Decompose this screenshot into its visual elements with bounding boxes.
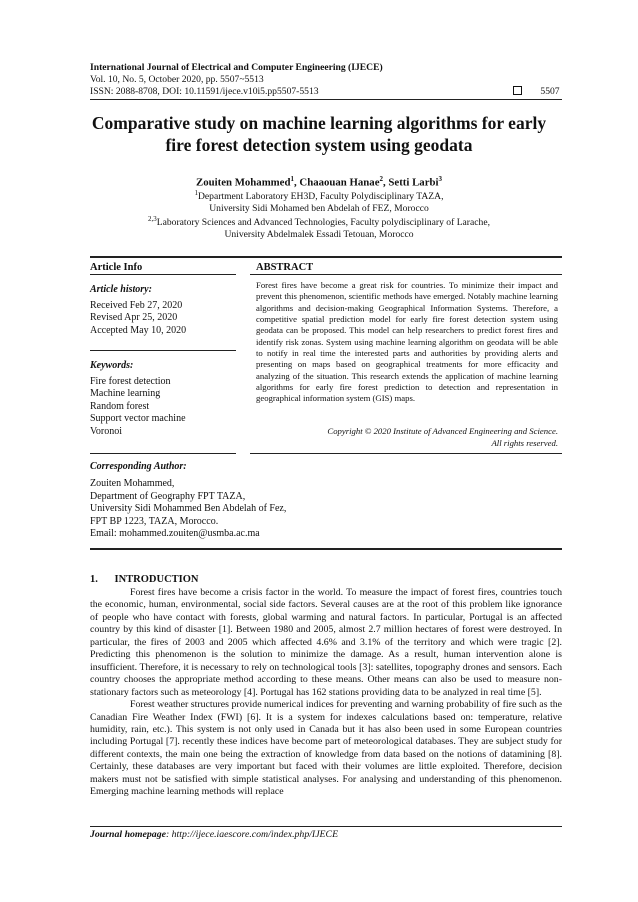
article-info-rule (90, 274, 236, 275)
affiliations: $^1$Department Laboratory EH3D, Faculty Polydisciplinary TAZA, University Sidi Mohamed ben Abdelah of FEZ, Morocco $^{2,3}$Laboratory Sciences and Advanced Technologies, Faculty polydisciplinary of Larache, University Abdelmalek Essadi Tetouan, Morocco (60, 188, 578, 241)
footer-rule (90, 826, 562, 827)
homepage-link[interactable]: : http://ijece.iaescore.com/index.php/IJECE (165, 829, 339, 840)
issn-doi: ISSN: 2088-8708, DOI: 10.11591/ijece.v10i5.pp5507-5513 (90, 86, 319, 97)
page-number: 5507 (540, 86, 560, 97)
header-rule (90, 99, 562, 100)
keywords-heading: Keywords: (90, 360, 134, 371)
intro-paragraph-2: Forest weather structures provide numerical indices for preventing and warning probability of fire such as the Canadian Fire Weather Index (FWI) [6]. It is a system for indexes calculations based on: temperature, relative humidity, rain, etc.). This system is not only used in Canada but it has also been used in some European countries including Portugal [7]. recently these indices have become part of meteorological databases. They are subject study for different contexts, the main one being the extraction of knowledge from data based on the notions of datamining [8]. Certainly, these databases are very important but faced with their volumes are little exploited. Therefore, decision makers must not be satisfied with simple statistical analyses. For analysing and understanding of this phenomenon. Emerging machine learning methods will replace (90, 699, 562, 798)
affiliation-2: $^{2,3}$Laboratory Sciences and Advanced Technologies, Faculty polydisciplinary of Larache, (148, 215, 490, 229)
square-icon (513, 86, 522, 95)
history-list: Received Feb 27, 2020 Revised Apr 25, 2020 Accepted May 10, 2020 (90, 300, 187, 336)
copyright-notice: Copyright © 2020 Institute of Advanced Engineering and Science. All rights reserved. (327, 426, 558, 448)
affiliation-1: $^1$Department Laboratory EH3D, Faculty Polydisciplinary TAZA, (194, 189, 444, 203)
intro-paragraph-1: Forest fires have become a crisis factor in the world. To measure the impact of forest fires, countries touch the economic, human, environmental, social side factors. Several causes are at the root of this problem like ignorance of people who have contact with forests, global warming and natural factors. In particular, Portugal is an affected country by this kind of disaster [1]. Between 1980 and 2005, almost 2.7 million hectares of forest were destroyed. In particular, the fires of 2003 and 2005 which affected 4.6% and 3.1% of the territory and which were tragic [2]. Predicting this phenomenon is the solution to minimize the damage. As a result, human intervention alone is insufficient. Therefore, it is necessary to rely on technological tools [3]: satellites, topography drones and sensors. Each country chooses the appropriate method according to these means. Other means can also be used to measure non-stationary factors such as meteorology [4]. Portugal has 162 stations providing data to be analyzed in real time [5]. (90, 587, 562, 698)
abstract-heading: ABSTRACT (256, 262, 314, 273)
keywords-list: Fire forest detection Machine learning Random forest Support vector machine Voronoi (90, 376, 186, 437)
abstract-rule (250, 274, 562, 275)
journal-homepage: Journal homepage: http://ijece.iaescore.com/index.php/IJECE (90, 829, 339, 840)
journal-name: International Journal of Electrical and Computer Engineering (IJECE) (90, 62, 383, 73)
article-info-heading: Article Info (90, 262, 143, 273)
page-number-block (513, 86, 560, 97)
info-bottom-rule (90, 548, 562, 550)
abstract-bottom-rule (250, 453, 562, 454)
running-header (90, 62, 383, 98)
history-rule (90, 350, 236, 351)
volume-info: Vol. 10, No. 5, October 2020, pp. 5507~5513 (90, 74, 264, 85)
corresponding-details: Zouiten Mohammed, Department of Geography FPT TAZA, University Sidi Mohammed Ben Abdelah of Fez, FPT BP 1223, TAZA, Morocco. Email: mohammed.zouiten@usmba.ac.ma (90, 478, 287, 540)
keywords-rule (90, 453, 236, 454)
intro-body (90, 587, 562, 799)
abstract-text: Forest fires have become a great risk for countries. To minimize their impact and prevent this phenomenon, scientific methods have emerged. Notably machine learning algorithms and decision-making Geographical Information Systems. Therefore, a competitive spatial prediction model for early fire forest detection system using geodata can be proposed. This model can help researchers to predict forest fires and identify risk zonas. System using machine learning algorithm on geodata will be able to notify in real time the interested parts and authorities by providing alerts and presenting on maps based on geographical treatments for more efficacity and analyzing of the situation. This research extends the application of machine learning algorithms for early fire forest prediction to detection and representation in geographical information system (GIS) maps. (256, 280, 558, 404)
corresponding-heading: Corresponding Author: (90, 461, 187, 472)
paper-title: Comparative study on machine learning algorithms for early fire forest detection system using geodata (91, 113, 547, 155)
email-line: Email: mohammed.zouiten@usmba.ac.ma (90, 528, 260, 540)
author-list: Zouiten Mohammed$^1$, Chaaouan Hanae$^2$, Setti Larbi$^3$ (196, 175, 442, 189)
history-heading: Article history: (90, 284, 152, 295)
info-top-rule (90, 256, 562, 258)
intro-heading: 1. INTRODUCTION (90, 574, 199, 585)
